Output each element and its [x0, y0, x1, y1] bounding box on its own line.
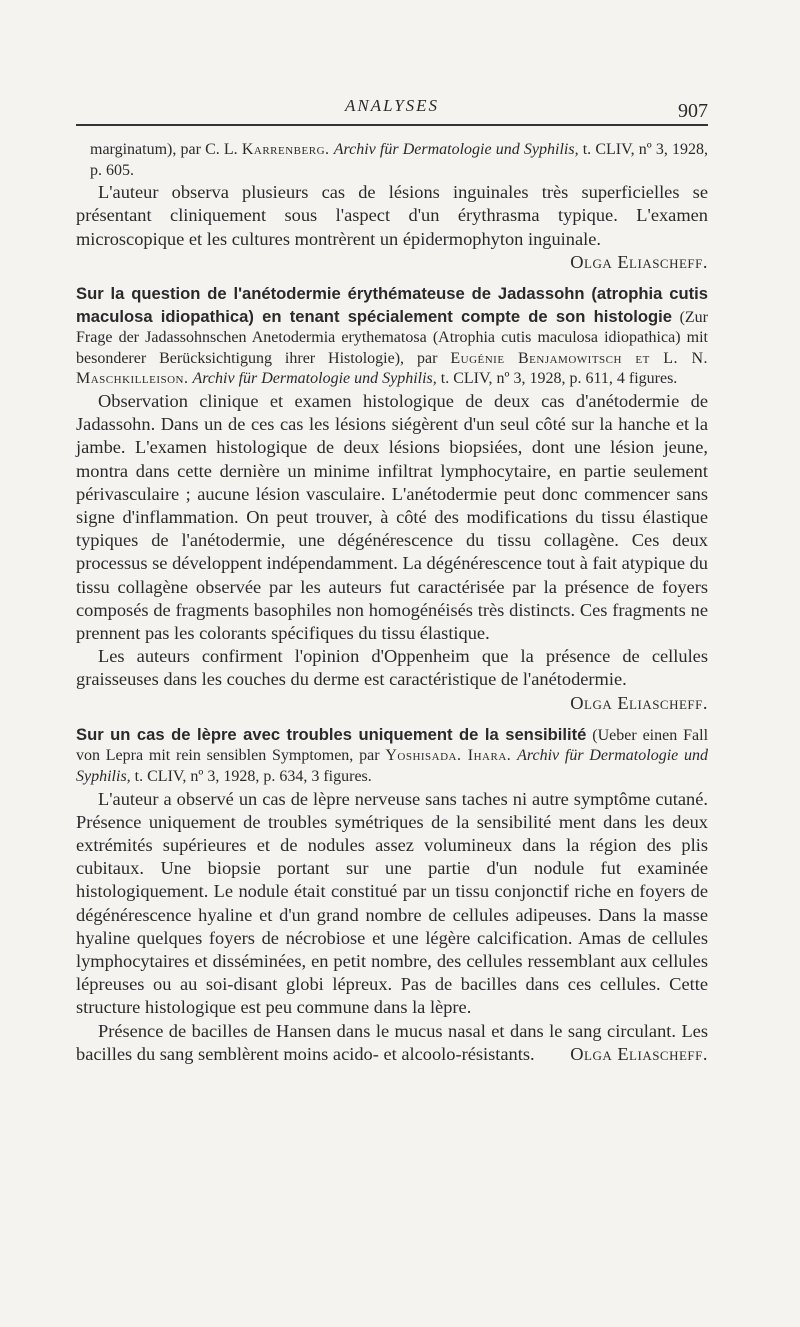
entry-lepre-conclusion: Présence de bacilles de Hansen dans le mucus nasal et dans le sang circulant. Les bacilles du sang semblèrent moins acido- et alcoolo-résistants. Olga Eliascheff.	[76, 1020, 708, 1066]
entry-anetodermie	[76, 283, 708, 715]
header-rule	[76, 124, 708, 126]
entry-lepre-heading: Sur un cas de lèpre avec troubles uniquement de la sensibilité (Ueber einen Fall von Lepra mit rein sensiblen Symptomen, par Yoshisada. Ihara. Archiv für Dermatologie und Syphilis, t. CLIV, nº 3, 1928, p. 634, 3 figures.	[76, 724, 709, 785]
signature: Olga Eliascheff.	[570, 692, 708, 713]
reference-author: Eugénie Benjamowitsch et L. N. Maschkilleison.	[76, 349, 709, 388]
reference-journal: Archiv für Dermatologie und Syphilis,	[192, 370, 437, 388]
entry-continued	[76, 140, 708, 274]
signature: Olga Eliascheff.	[570, 1043, 708, 1064]
entry-lepre	[76, 724, 708, 1066]
entry-anetodermie-conclusion: Les auteurs confirment l'opinion d'Oppenheim que la présence de cellules graisseuses dans les couches du derme est caractéristique de l'anétodermie. Olga Eliascheff.	[76, 645, 708, 715]
page-number: 907	[678, 100, 708, 122]
reference-author: Karrenberg.	[241, 141, 330, 158]
running-title: ANALYSES	[344, 96, 440, 115]
entry-anetodermie-body: Observation clinique et examen histologique de deux cas d'anétodermie de Jadassohn. Dans un de ces cas les lésions siégèrent d'un seul côté sur la hanche et la jambe. L'examen histologique de deux lésions biopsiées, dont une lésion jeune, montra dans cette dernière un minime infiltrat lymphocytaire, en partie seulement périvasculaire ; aucune lésion vasculaire. L'anétodermie peut donc commencer sans signe d'inflammation. On peut trouver, à côté des modifications du tissu élastique typiques de l'anétodermie, une dégénérescence du tissu collagène. Ces deux processus se développent indépendamment. La dégénérescence tout à fait atypique du tissu collagène observée par les auteurs fut caractérisée par la présence de foyers composés de fragments basophiles non homogénéisés très distincts. Ces fragments ne prennent pas les colorants spécifiques du tissu élastique.	[76, 390, 708, 643]
article-text	[76, 140, 708, 1066]
entry-lepre-body: L'auteur a observé un cas de lèpre nerveuse sans taches ni autre symptôme cutané. Présence uniquement de troubles symétriques de la sensibilité ment dans les deux extrémités supérieures et de nodules assez volumineux dans la région des plis cubitaux. Une biopsie portant sur une partie d'un nodule fut examinée histologiquement. Le nodule était constitué par un tissu conjonctif riche en foyers de dégénérescence hyaline et d'un grand nombre de cellules adipeuses. Dans la masse hyaline quelques foyers de nécrobiose et une légère calcification. Amas de cellules lymphocytaires et disséminées, en petit nombre, des cellules ressemblant aux cellules lépreuses ou au soi-disant globi lépreux. Pas de bacilles dans ces cellules. Cette structure histologique est peu commune dans la lèpre.	[76, 788, 708, 1018]
entry-continued-body: L'auteur observa plusieurs cas de lésions inguinales très superficielles se présentant cliniquement sous l'aspect d'un érythrasma typique. L'examen microscopique et les cultures montrèrent un épidermophyton inguinale. Olga Eliascheff.	[76, 181, 708, 274]
entry-heading: Sur un cas de lèpre avec troubles uniquement de la sensibilité	[76, 724, 587, 744]
entry-continued-reference: marginatum), par C. L. Karrenberg. Archiv für Dermatologie und Syphilis, t. CLIV, nº 3, 1928, p. 605.	[90, 141, 709, 179]
entry-anetodermie-heading: Sur la question de l'anétodermie érythémateuse de Jadassohn (atrophia cutis maculosa idiopathica) en tenant spécialement compte de son histologie (Zur Frage der Jadassohnschen Anetodermia erythematosa (Atrophia cutis maculosa idiopathica) mit besonderer Berücksichtigung ihrer Histologie), par Eugénie Benjamowitsch et L. N. Maschkilleison. Archiv für Dermatologie und Syphilis, t. CLIV, nº 3, 1928, p. 611, 4 figures.	[76, 284, 709, 388]
reference-journal: Archiv für Dermatologie und Syphilis,	[333, 141, 579, 158]
reference-journal: Archiv für Dermatologie und Syphilis,	[76, 747, 709, 785]
entry-heading: Sur la question de l'anétodermie érythémateuse de Jadassohn (atrophia cutis maculosa idiopathica) en tenant spécialement compte de son histologie	[76, 284, 708, 326]
reference-author: Yoshisada. Ihara.	[385, 747, 512, 765]
signature: Olga Eliascheff.	[570, 251, 708, 272]
page-header	[76, 92, 708, 132]
